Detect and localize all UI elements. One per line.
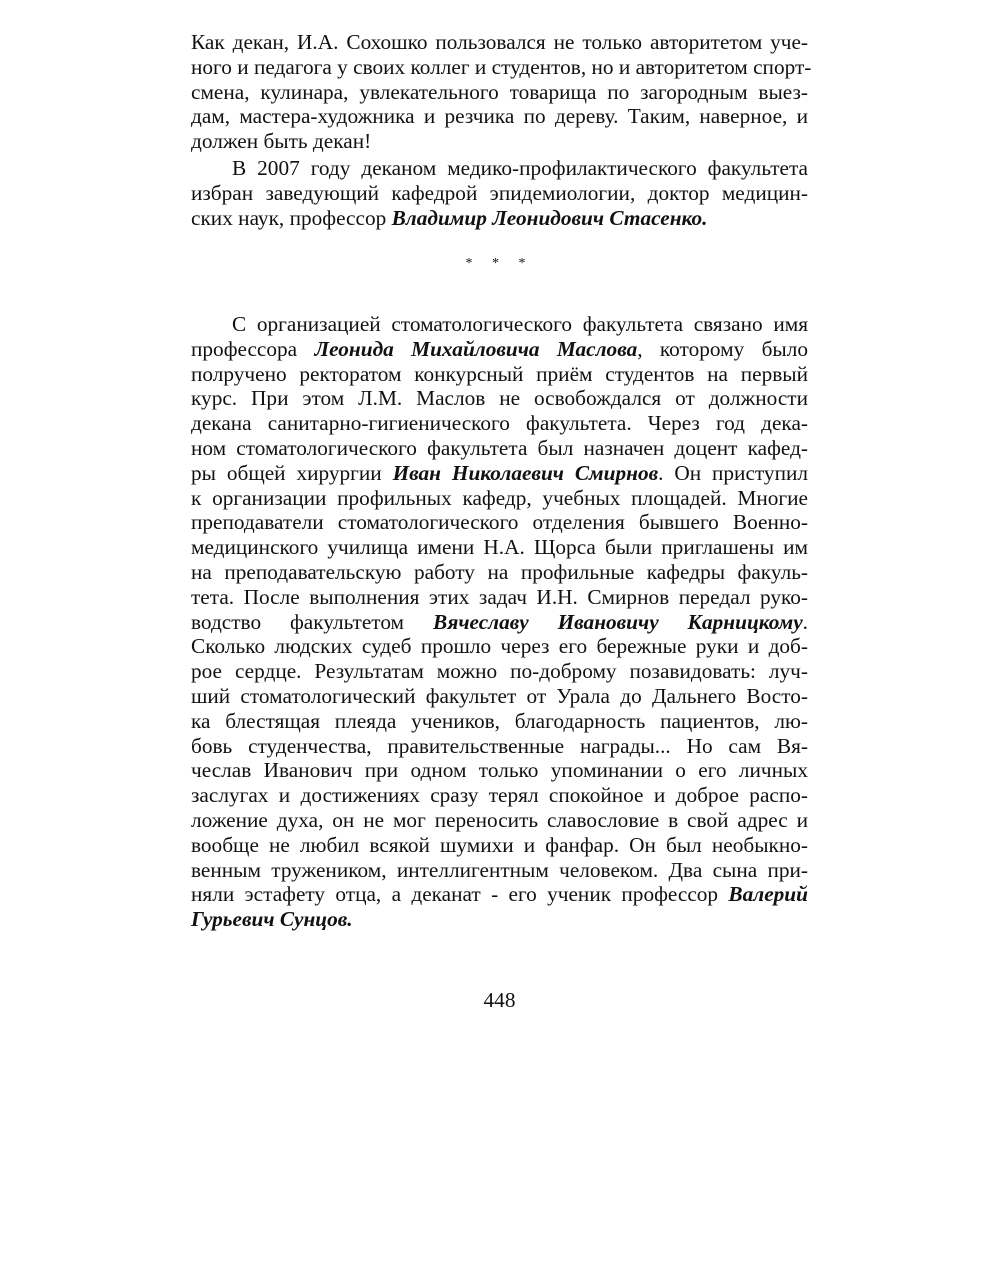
text-line: венным тружеником, интеллигентным человеком. Два сына при-: [191, 857, 808, 882]
person-name-maslov: Леонида Михайловича Маслова: [314, 336, 638, 361]
text-line: рое сердце. Результатам можно по-доброму позавидовать: луч-: [191, 659, 808, 684]
text-line: [191, 337, 808, 362]
text-line: ложение духа, он не мог переносить славословие в свой адрес и: [191, 807, 808, 832]
text-fragment: ских наук, профессор: [191, 205, 392, 230]
person-name-stasenko: Владимир Леонидович Стасенко.: [391, 205, 708, 230]
text-line: Сколько людских судеб прошло через его бережные руки и доб-: [191, 634, 808, 659]
text-line: преподаватели стоматологического отделения бывшего Военно-: [191, 510, 808, 535]
text-fragment: , которому было: [637, 336, 808, 361]
text-line: [191, 882, 808, 907]
text-line: декана санитарно-гигиенического факультета. Через год дека-: [191, 411, 808, 436]
text-fragment: профессора: [191, 336, 315, 361]
text-fragment: няли эстафету отца, а деканат - его ученик профессор: [191, 882, 729, 907]
text-fragment: .: [802, 609, 808, 634]
text-line: к организации профильных кафедр, учебных площадей. Многие: [191, 485, 808, 510]
text-line: ка блестящая плеяда учеников, благодарность пациентов, лю-: [191, 708, 808, 733]
text-line: [191, 907, 808, 932]
text-line: полручено ректоратом конкурсный приём студентов на первый: [191, 361, 808, 386]
text-line: [191, 206, 808, 231]
text-line: должен быть декан!: [191, 129, 372, 154]
text-line: бовь студенчества, правительственные награды... Но сам Вя-: [191, 733, 808, 758]
text-line: ший стоматологический факультет от Урала до Дальнего Восто-: [191, 683, 808, 708]
text-line: медицинского училища имени Н.А. Щорса были приглашены им: [191, 535, 808, 560]
paragraph-dean-sokhoshko: [191, 30, 812, 154]
text-line: дам, мастера-художника и резчика по дереву. Таким, наверное, и: [191, 104, 808, 129]
text-line: курс. При этом Л.М. Маслов не освобождался от должности: [191, 386, 808, 411]
text-line: заслугах и достижениях сразу терял спокойное и доброе распо-: [191, 783, 808, 808]
person-name-suntsov: Гурьевич Сунцов.: [191, 907, 353, 932]
text-fragment: водство факультетом: [191, 609, 433, 634]
text-line: В 2007 году деканом медико-профилактического факультета: [232, 156, 808, 180]
text-line: тета. После выполнения этих задач И.Н. Смирнов передал руко-: [191, 584, 808, 609]
text-line: [191, 610, 808, 635]
text-line: [191, 461, 808, 486]
text-fragment: . Он приступил: [658, 460, 808, 485]
section-separator: * * *: [465, 256, 534, 271]
text-line: Как декан, И.А. Сохошко пользовался не только авторитетом уче-: [191, 30, 808, 54]
person-name-suntsov: Валерий: [728, 882, 808, 907]
text-line: смена, кулинара, увлекательного товарища по загородным выез-: [191, 79, 808, 104]
text-line: ного и педагога у своих коллег и студентов, но и авторитетом спорт-: [191, 54, 812, 79]
person-name-smirnov: Иван Николаевич Смирнов: [392, 460, 659, 485]
text-line: вообще не любил всякой шумихи и фанфар. Он был необыкно-: [191, 832, 808, 857]
text-line: чеслав Иванович при одном только упоминании о его личных: [191, 758, 808, 783]
text-line: на преподавательскую работу на профильные кафедры факуль-: [191, 559, 808, 584]
text-line: избран заведующий кафедрой эпидемиологии, доктор медицин-: [191, 180, 808, 205]
page-number: 448: [483, 988, 516, 1012]
text-fragment: ры общей хирургии: [191, 460, 393, 485]
paragraph-dental-faculty: [191, 312, 808, 932]
text-line: ном стоматологического факультета был назначен доцент кафед-: [191, 435, 808, 460]
paragraph-dean-stasenko: [191, 156, 808, 230]
person-name-karnitsky: Вячеславу Ивановичу Карницкому: [432, 609, 803, 634]
text-line: С организацией стоматологического факультета связано имя: [232, 312, 808, 336]
